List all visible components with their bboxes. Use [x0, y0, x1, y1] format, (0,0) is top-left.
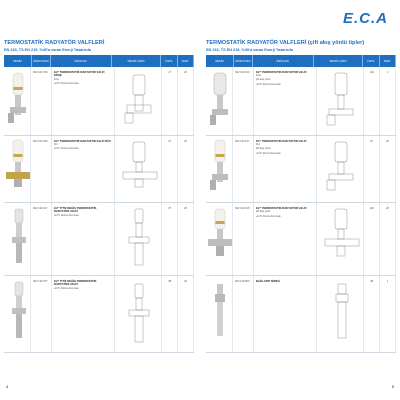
- quantity-value: 20: [178, 67, 194, 135]
- product-image: [206, 276, 233, 352]
- product-bullet: Çift akış yönlü: [255, 79, 271, 82]
- header-drawing: TEKNİK ÇİZİM: [112, 55, 161, 67]
- price-value: 37: [162, 203, 178, 275]
- technical-drawing: [317, 136, 365, 202]
- product-bullet: +10°C Donma Koruması: [255, 83, 281, 86]
- product-name: 1/2" TERMOSTATİK RADYATÖR VALFİ DÜZ: [53, 139, 111, 143]
- product-code: 602 100 700: [31, 67, 52, 135]
- product-name: 1/2" TERMOSTATİK RADYATÖR VALFİ: [255, 206, 307, 210]
- header-code: ÜRÜN KODU: [234, 55, 252, 67]
- product-bullet: +10°C Donma Koruması: [53, 214, 79, 217]
- header-name: ÜRÜN ADI: [51, 55, 112, 67]
- header-image: RESİM: [4, 55, 32, 67]
- product-name-cell: [52, 203, 115, 275]
- product-name: 1/2" TERMOSTATİK RADYATÖR VALFİ KÖŞE: [53, 70, 105, 78]
- product-name-cell: [254, 67, 317, 135]
- quantity-value: 1: [380, 67, 396, 135]
- product-image: [4, 67, 31, 135]
- product-name-cell: [52, 276, 115, 352]
- product-name: 1/2" TİTİZ DEĞİŞ TERMOSTATİK RADYATÖR VALFİ: [53, 279, 97, 287]
- product-name-cell: [254, 276, 317, 352]
- product-name: 1/2" TERMOSTATİK RADYATÖR VALFİ: [255, 70, 307, 74]
- product-name: BAĞLANTI NİPELİ: [255, 279, 281, 283]
- product-name-cell: [52, 136, 115, 202]
- product-code: 602 100 705: [31, 136, 52, 202]
- left-page: [4, 40, 194, 353]
- right-page: [206, 40, 396, 353]
- header-name: ÜRÜN ADI: [253, 55, 314, 67]
- product-name-cell: [52, 67, 115, 135]
- page-number-right: 5: [391, 384, 394, 389]
- product-image: [206, 67, 233, 135]
- product-image: [4, 276, 31, 352]
- product-code: 602 130 160: [233, 67, 254, 135]
- table-row: [4, 203, 194, 276]
- technical-drawing: [317, 67, 365, 135]
- quantity-value: 20: [178, 276, 194, 352]
- product-note: Köşe: [255, 75, 262, 78]
- product-note: Düz: [255, 144, 260, 147]
- header-price2: ADET: [380, 55, 397, 67]
- product-bullet: +10°C Donma Koruması: [53, 82, 79, 85]
- technical-drawing: [317, 276, 365, 352]
- right-page-title: TERMOSTATİK RADYATÖR VALFLERİ (çift akış yönlü tipler): [206, 40, 365, 46]
- table-row: [206, 203, 396, 276]
- header-price1: LİSTE: [363, 55, 380, 67]
- price-value: 126: [364, 203, 380, 275]
- product-code: 602 130 577: [31, 276, 52, 352]
- brand-logo: [332, 10, 388, 32]
- table-row: [4, 276, 194, 353]
- right-page-subtitle: EN 215, TS EN 215, %30'a varan Enerji Tasarrufu: [206, 48, 294, 52]
- product-bullet: +10°C Donma Koruması: [53, 148, 79, 151]
- page-number-left: 4: [6, 384, 9, 389]
- product-image: [206, 203, 233, 275]
- price-value: 104: [364, 67, 380, 135]
- product-note: Düz: [53, 144, 58, 147]
- technical-drawing: [317, 203, 365, 275]
- left-page-subtitle: EN 215, TS EN 215, %30'a varan Enerji Tasarrufu: [4, 48, 92, 52]
- product-image: [4, 203, 31, 275]
- product-code: 602 130 167: [233, 136, 254, 202]
- quantity-value: 1: [380, 276, 396, 352]
- quantity-value: 20: [178, 203, 194, 275]
- quantity-value: 20: [380, 136, 396, 202]
- table-row: [206, 67, 396, 136]
- quantity-value: 20: [178, 136, 194, 202]
- table-row: [206, 276, 396, 353]
- product-name: 1/2" TERMOSTATİK RADYATÖR VALFİ: [255, 139, 307, 143]
- product-bullet: +10°C Donma Koruması: [53, 287, 79, 290]
- price-value: 97: [364, 136, 380, 202]
- price-value: 17: [162, 67, 178, 135]
- header-price2: ADET: [178, 55, 195, 67]
- technical-drawing: [115, 67, 163, 135]
- table-row: [4, 136, 194, 203]
- header-image: RESİM: [206, 55, 234, 67]
- header-drawing: TEKNİK ÇİZİM: [314, 55, 363, 67]
- price-value: 17: [162, 136, 178, 202]
- table-row: [4, 67, 194, 136]
- product-image: [4, 136, 31, 202]
- product-bullet: +10°C Donma Koruması: [255, 152, 281, 155]
- product-bullet: +10°C Donma Koruması: [255, 215, 281, 218]
- product-image: [206, 136, 233, 202]
- product-bullet: Çift akış yönlü: [255, 148, 271, 151]
- right-table-header: [206, 55, 396, 67]
- table-row: [206, 136, 396, 203]
- product-name: 1/2" TİTİZ DEĞİŞ TERMOSTATİK RADYATÖR VALFİ: [53, 206, 97, 214]
- technical-drawing: [115, 203, 163, 275]
- product-bullet: Çift akış yönlü: [255, 211, 271, 214]
- product-note: Köşe: [53, 78, 60, 81]
- quantity-value: 20: [380, 203, 396, 275]
- brand-logo-text: E.C.A: [342, 10, 388, 27]
- price-value: 38: [162, 276, 178, 352]
- header-code: ÜRÜN KODU: [32, 55, 50, 67]
- product-code: 602 130 165: [233, 203, 254, 275]
- technical-drawing: [115, 136, 163, 202]
- header-price1: LİSTE: [161, 55, 178, 67]
- left-table-header: [4, 55, 194, 67]
- price-value: 38: [364, 276, 380, 352]
- product-code: 602 130 800: [233, 276, 254, 352]
- product-code: 602 130 107: [31, 203, 52, 275]
- product-name-cell: [254, 203, 317, 275]
- technical-drawing: [115, 276, 163, 352]
- left-page-title: TERMOSTATİK RADYATÖR VALFLERİ: [4, 40, 105, 46]
- product-name-cell: [254, 136, 317, 202]
